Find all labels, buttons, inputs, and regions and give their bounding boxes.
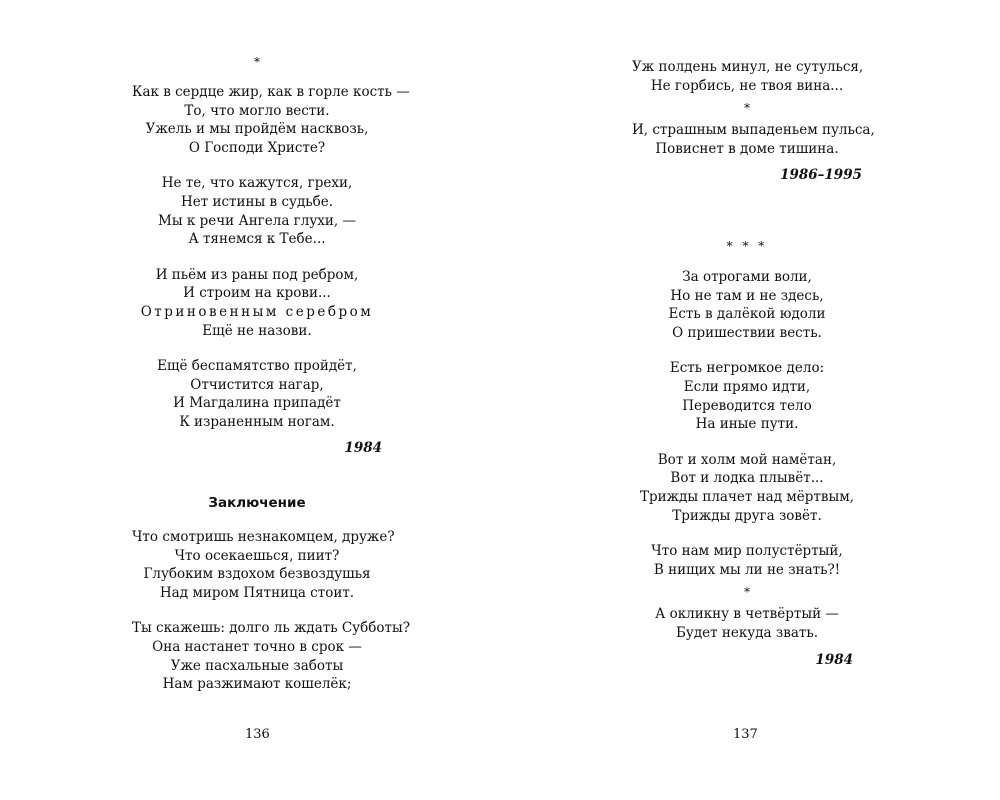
- verse-line: Но не там и не здесь,: [670, 287, 824, 304]
- poem-date: 1984: [344, 439, 382, 456]
- verse-line: Нет истины в судьбе.: [180, 193, 334, 210]
- verse-line: То, что могло вести.: [184, 102, 330, 119]
- verse-line: Ещё беспамятство пройдёт,: [157, 358, 357, 375]
- poem-title: Заключение: [208, 495, 306, 511]
- verse-line: А окликну в четвёртый —: [655, 606, 839, 623]
- poem-zakluchenie-continued: [632, 58, 875, 184]
- verse-line: И строим на крови...: [183, 285, 331, 302]
- verse-line: Ты скажешь: долго ль ждать Субботы?: [132, 620, 410, 637]
- verse-line: Не те, что кажутся, грехи,: [161, 175, 353, 192]
- page-number: 137: [733, 727, 758, 742]
- page-number: 136: [245, 727, 270, 742]
- verse-line: Как в сердце жир, как в горле кость —: [132, 84, 410, 100]
- verse-line: Трижды друга зовёт.: [672, 507, 822, 524]
- verse-line: О пришествии весть.: [672, 324, 822, 341]
- poem-3: [632, 239, 862, 669]
- verse-line: Переводится тело: [682, 397, 812, 414]
- verse-line: И, страшным выпаденьем пульса,: [632, 122, 875, 139]
- poem-date: 1984: [815, 651, 853, 668]
- poem-star: *: [744, 101, 750, 116]
- verse-line: Что нам мир полустёртый,: [651, 543, 843, 560]
- verse-line: Повиснет в доме тишина.: [655, 140, 839, 157]
- verse-line: Вот и лодка плывёт...: [670, 470, 824, 487]
- verse-line: Отриновенным серебром: [140, 303, 374, 320]
- right-page: [500, 0, 1000, 800]
- poem-star: *: [254, 55, 260, 69]
- verse-line: К израненным ногам.: [179, 413, 335, 430]
- verse-line: Мы к речи Ангела глухи, —: [158, 212, 356, 229]
- verse-line: Если прямо идти,: [683, 378, 811, 395]
- verse-line: Уж полдень минул, не сутулься,: [632, 59, 864, 75]
- verse-line: За отрогами воли,: [682, 269, 812, 285]
- poem-zakluchenie: [132, 494, 410, 694]
- verse-line: Ужель и мы пройдём насквозь,: [145, 121, 369, 138]
- verse-line: И пьём из раны под ребром,: [155, 266, 359, 283]
- verse-line: В нищих мы ли не знать?!: [653, 561, 841, 578]
- verse-line: Нам разжимают кошелёк;: [162, 676, 352, 693]
- verse-line: Есть в далёкой юдоли: [668, 306, 826, 323]
- verse-line: Есть негромкое дело:: [669, 360, 825, 377]
- verse-line: Трижды плачет над мёртвым,: [639, 488, 855, 505]
- verse-line: Отчистится нагар,: [190, 376, 324, 393]
- verse-line: Она настанет точно в срок —: [152, 638, 362, 655]
- verse-line: И Магдалина припадёт: [173, 395, 341, 412]
- verse-line: Будет некуда звать.: [675, 624, 819, 641]
- verse-line: Над миром Пятница стоит.: [159, 584, 355, 601]
- verse-line: Уже пасхальные заботы: [170, 657, 344, 674]
- poem-star: *: [744, 585, 750, 600]
- poem-1: [132, 55, 410, 457]
- verse-line: Не горбись, не твоя вина...: [650, 77, 844, 94]
- verse-line: Что осекаешься, пиит?: [174, 547, 340, 564]
- verse-line: Ещё не назови.: [202, 322, 312, 339]
- poem-date: 1986–1995: [780, 167, 862, 184]
- verse-line: О Господи Христе?: [188, 139, 326, 156]
- verse-line: Что смотришь незнакомцем, друже?: [132, 529, 395, 545]
- poem-separator: * * *: [726, 239, 768, 253]
- verse-line: Глубоким вздохом безвоздушья: [143, 566, 371, 583]
- verse-line: А тянемся к Тебе...: [188, 231, 326, 248]
- verse-line: Вот и холм мой намётан,: [657, 451, 837, 468]
- verse-line: На иные пути.: [695, 416, 799, 433]
